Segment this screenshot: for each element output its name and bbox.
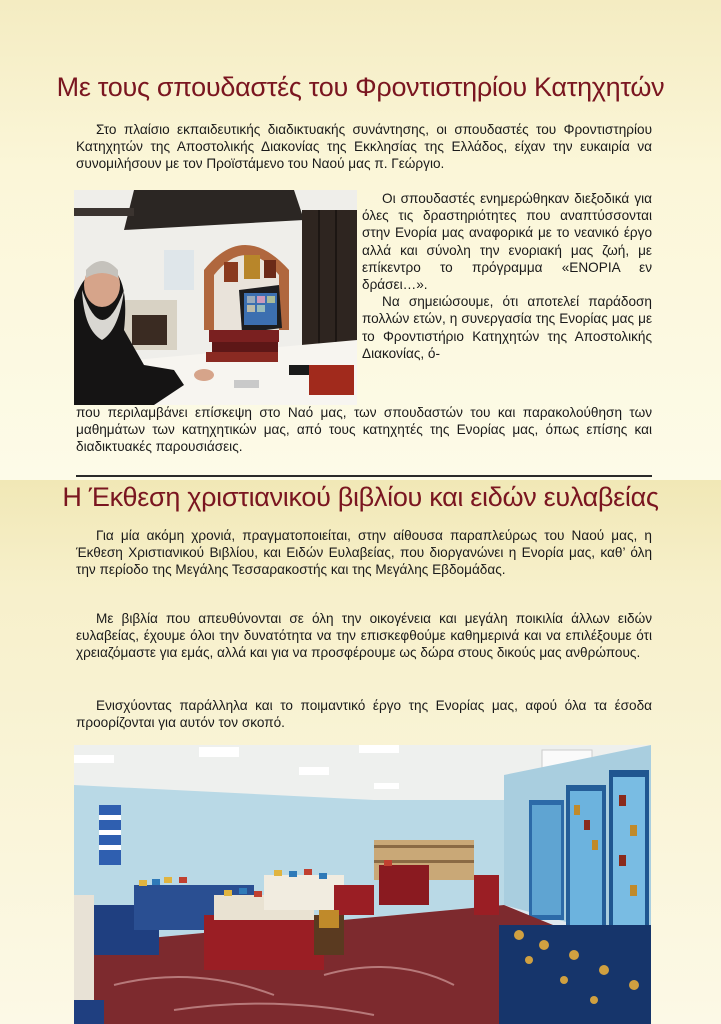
section1-paragraph-continued: που περιλαμβάνει επίσκεψη στο Ναό μας, των σπουδαστών του και παρακολούθηση των μαθημάτων των κατηχητικών μας, από τους κατηχητές της Ενορίας μας, όπως επίσης και διαδικτυακές παρουσιάσεις.: [76, 405, 652, 455]
section1-paragraph-details: [362, 190, 652, 362]
section2-title: Η Έκθεση χριστιανικού βιβλίου και ειδών ευλαβείας: [62, 482, 659, 512]
section1-paragraph-intro: Στο πλαίσιο εκπαιδευτικής διαδικτυακής συνάντησης, οι σπουδαστές του Φροντιστηρίου Κατηχητών της Αποστολικής Διακονίας της Εκκλησίας της Ελλάδος, είχαν την ευκαιρία να συνομιλήσουν με τον Προϊστάμενο του Ναού μας π. Γεώργιο.: [76, 122, 652, 172]
section2-paragraph-support: Ενισχύοντας παράλληλα και το ποιμαντικό έργο της Ενορίας μας, αφού όλα τα έσοδα προορίζονται για αυτόν τον σκοπό.: [76, 698, 652, 731]
online-meeting-photo: [74, 190, 357, 405]
section-divider: [76, 475, 652, 477]
section1-details-text: Οι σπουδαστές ενημερώθηκαν διεξοδικά για όλες τις δραστηριότητες που αναπτύσσονται στην Ενορία μας αναφορικά με το νεανικό έργο αλλά και σύνολη την ενοριακή μας ζωή, με επίκεντρο το πρόγραμμα «ΕΝΟΡΙΑ εν δράσει…».: [362, 191, 652, 293]
section1-tradition-text: Να σημειώσουμε, ότι αποτελεί παράδοση πολλών ετών, η συνεργασία της Ενορίας μας με το Φροντιστήριο Κατηχητών της Αποστολικής Διακονίας, ό-: [362, 294, 652, 361]
section2-paragraph-books: Με βιβλία που απευθύνονται σε όλη την οικογένεια και μεγάλη ποικιλία άλλων ειδών ευλαβείας, έχουμε όλοι την δυνατότητα να την επισκεφθούμε καθημερινά και να επιλέξουμε ότι χρειαζόμαστε για εμάς, αλλά και για να προσφέρουμε ως δώρα στους δικούς μας ανθρώπους.: [76, 611, 652, 661]
book-exhibition-photo: [74, 745, 651, 1024]
section2-paragraph-intro: Για μία ακόμη χρονιά, πραγματοποιείται, στην αίθουσα παραπλεύρως του Ναού μας, η Έκθεση Χριστιανικού Βιβλίου, και Ειδών Ευλαβείας, που διοργανώνει η Ενορία μας, καθ’ όλη την περίοδο της Μεγάλης Τεσσαρακοστής και της Μεγάλης Εβδομάδας.: [76, 528, 652, 578]
section1-title: Με τους σπουδαστές του Φροντιστηρίου Κατηχητών: [56, 72, 665, 102]
